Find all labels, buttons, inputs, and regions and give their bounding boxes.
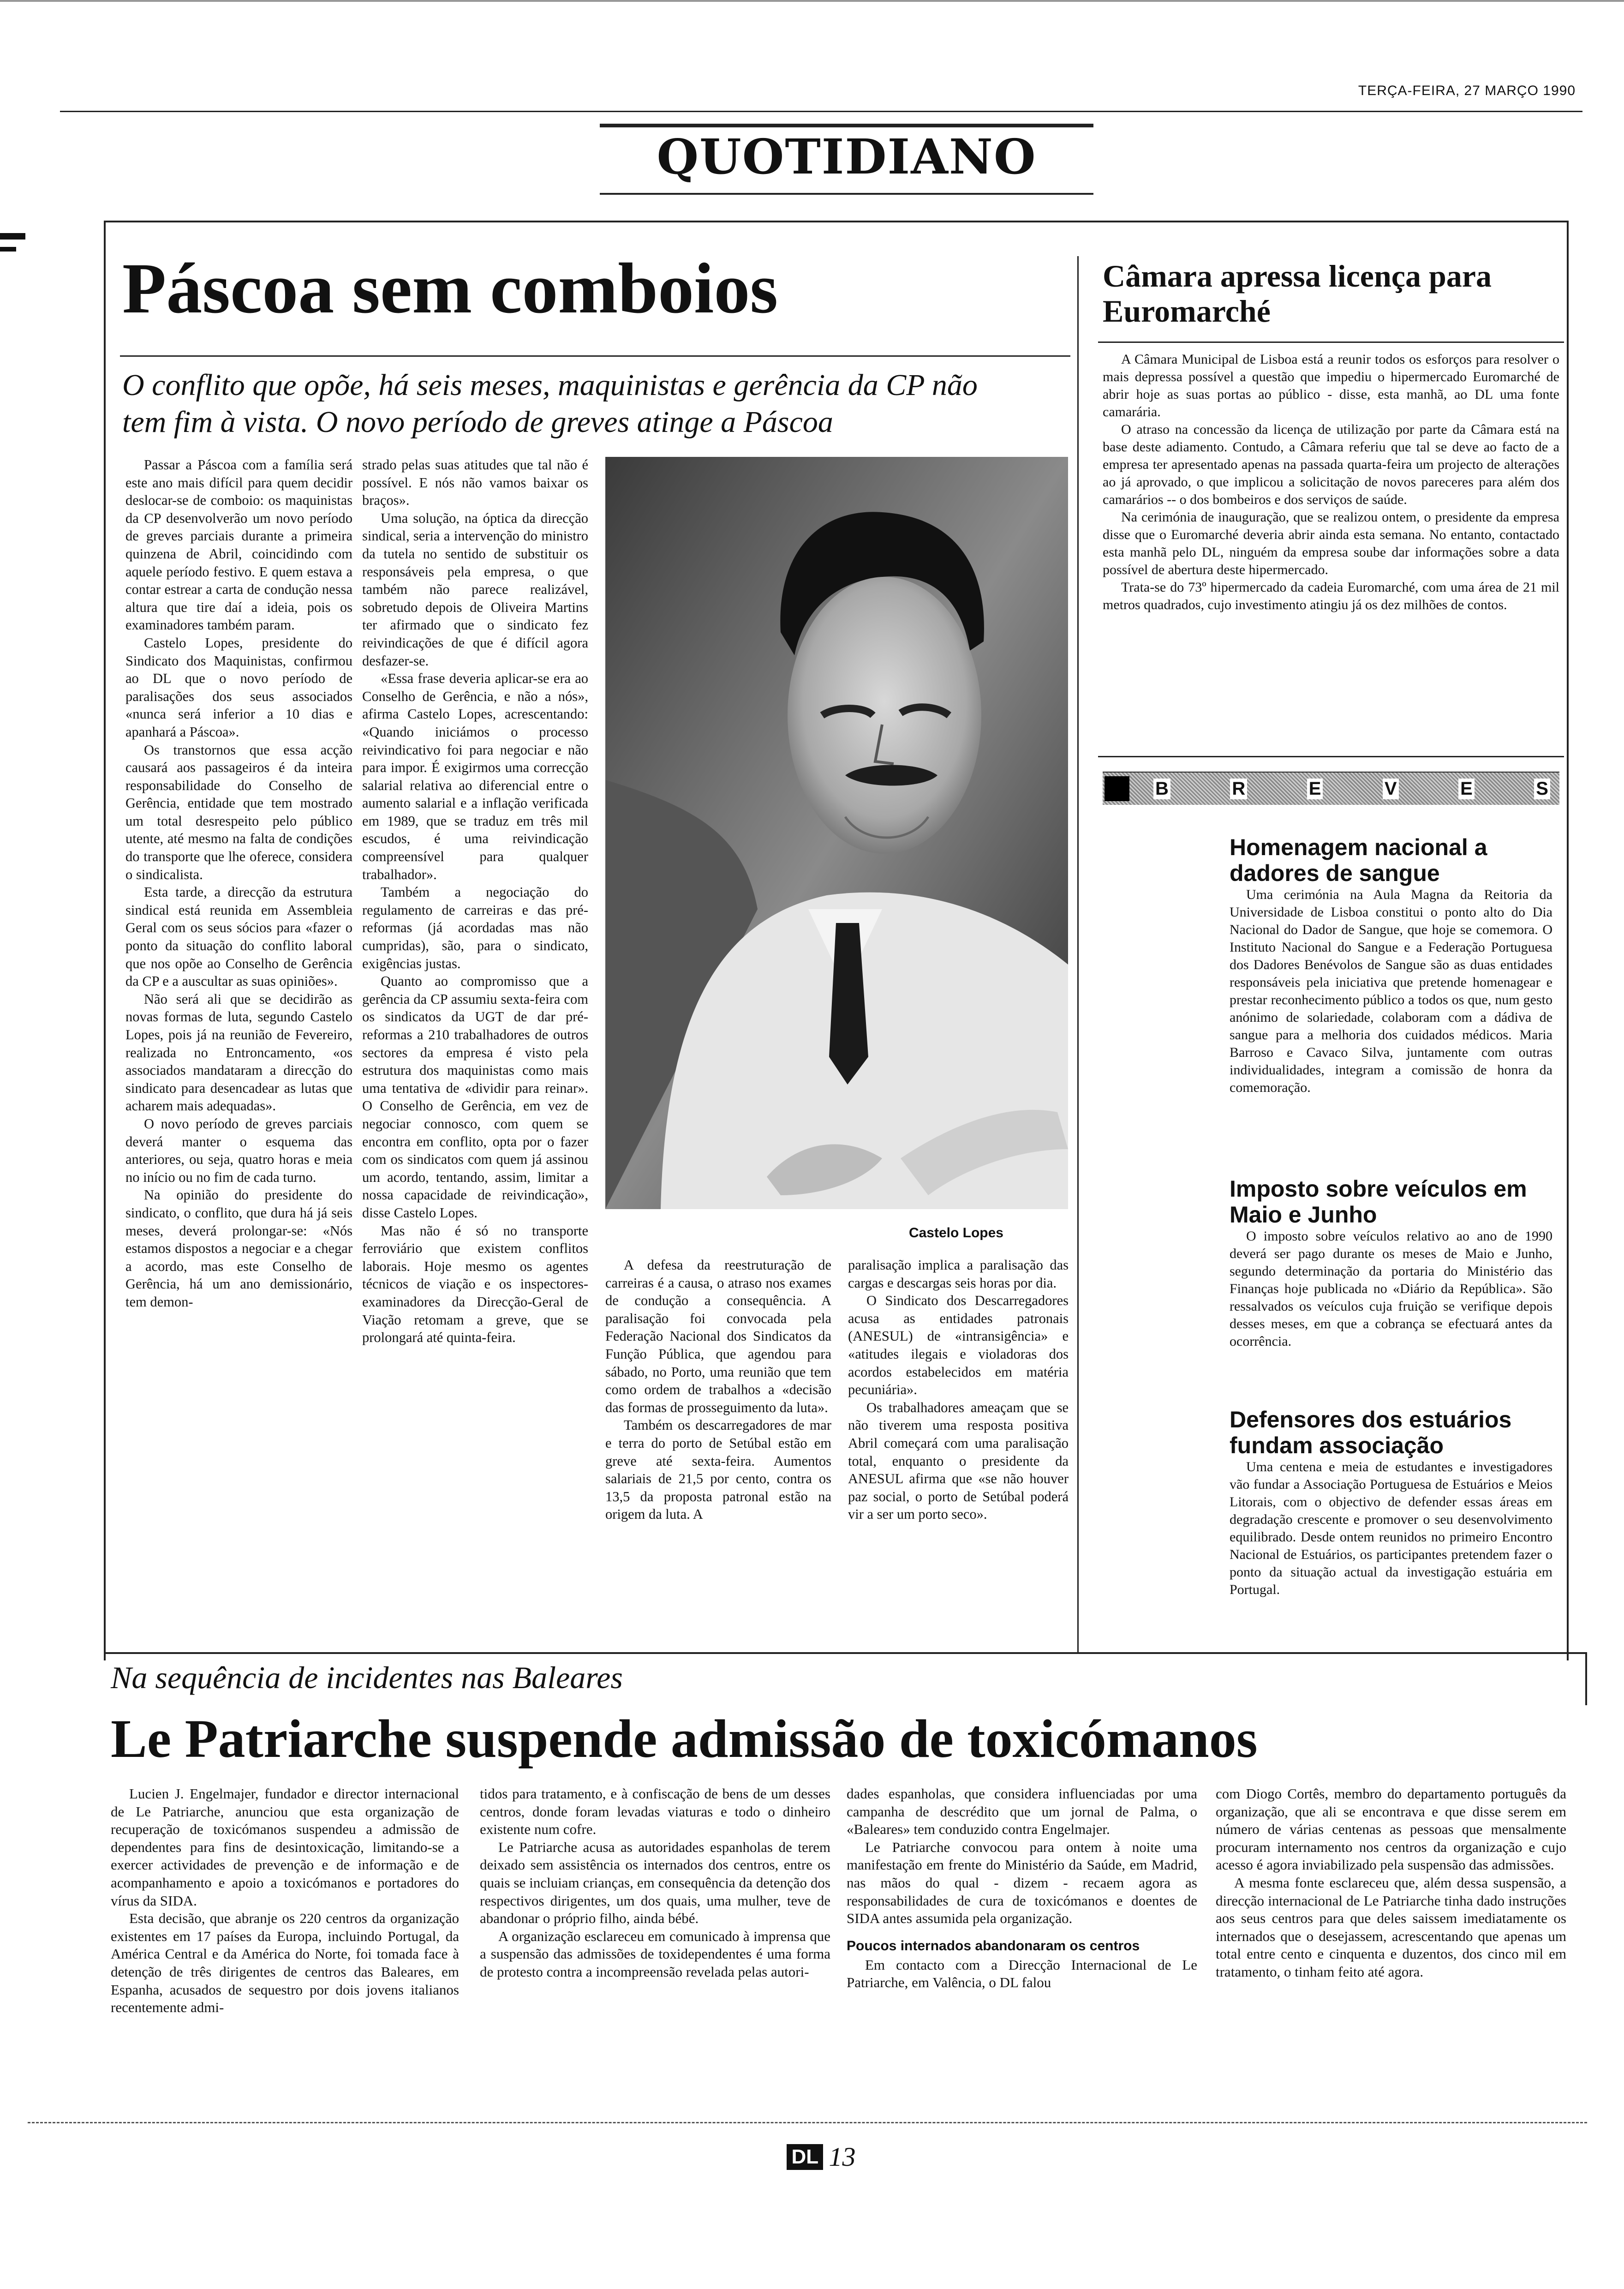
page-number: 13 — [829, 2142, 856, 2172]
photo-castelo-lopes — [605, 457, 1068, 1209]
breves-banner — [1103, 772, 1559, 805]
bottom-col-2 — [480, 1785, 830, 1981]
breve-title: Defensores dos estuários fundam associação — [1230, 1407, 1512, 1458]
bottom-col-4 — [1216, 1785, 1566, 1981]
bottom-kicker: Na sequência de incidentes nas Baleares — [111, 1660, 623, 1695]
breves-letter: E — [1307, 779, 1323, 799]
paragraph: O atraso na concessão da licença de utilização por parte da Câmara está na base deste adiamento. Contudo, a Câmara referiu que tal se deve ao facto de a empresa ter apresentado apenas na passada quarta-feira um projecto de alterações ao já aprovado, o que implicou a solicitação de novos pareceres para além dos camarários -- o dos bombeiros e dos serviços de saúde. — [1103, 422, 1559, 507]
paragraph: Na opinião do presidente do sindicato, o conflito, que dura há já seis meses, deverá prolongar-se: «Nós estamos dispostos a negociar e a chegar a acordo, mas este Conselho de Gerência, há um ano demissionário, tem demon- — [125, 1187, 352, 1310]
breve-body — [1230, 1458, 1552, 1599]
section-title: QUOTIDIANO — [657, 128, 1037, 185]
paragraph: dades espanholas, que considera influenciadas por uma campanha de descrédito que um jornal de Palma, o «Baleares» tem conduzido contra Engelmajer. — [847, 1786, 1197, 1838]
paragraph: O novo período de greves parciais deverá manter o esquema das anteriores, ou seja, quatro horas e meia no início ou no fim de cada turno. — [125, 1115, 352, 1185]
paragraph: O imposto sobre veículos relativo ao ano de 1990 deverá ser pago durante os meses de Maio e Junho, segundo determinação da portaria do Ministério das Finanças hoje publicada no «Diário da República». São ressalvados os veículos cuja fruição se verifique depois desses meses, em que a cobrança se efectuará antes da ocorrência. — [1230, 1228, 1552, 1349]
breves-letter: V — [1383, 779, 1399, 799]
section-rule-top — [600, 124, 1093, 127]
main-headline: Páscoa sem comboios — [122, 248, 778, 328]
paragraph: A defesa da reestruturação de carreiras é a causa, o atraso nos exames de condução a consequência. A paralisação foi convocada pela Federação Nacional dos Sindicatos da Função Pública, que agendou para sábado, no Porto, uma reunião que tem como ordem de trabalhos a «decisão das formas de prosseguimento da luta». — [605, 1257, 831, 1415]
scan-mark — [0, 247, 16, 252]
paragraph: A organização esclareceu em comunicado à imprensa que a suspensão das admissões de toxidependentes é uma forma de protesto contra a incompreensão revelada pelas autori- — [480, 1928, 830, 1980]
footer-dashed-rule — [28, 2122, 1587, 2123]
paragraph: Trata-se do 73º hipermercado da cadeia Euromarché, com uma área de 21 mil metros quadrados, cujo investimento atingiu já os dez milhões de contos. — [1103, 580, 1559, 612]
bottom-frame-top — [104, 1652, 1587, 1654]
breve-title: Homenagem nacional a dadores de sangue — [1230, 834, 1487, 886]
main-col-1 — [125, 456, 352, 1311]
paragraph: Lucien J. Engelmajer, fundador e director internacional de Le Patriarche, anunciou que esta organização de recuperação de toxicómanos suspendeu a admissão de dependentes para fins de desintoxicação, limitando-se a exercer actividades de prevenção e de informação e de acompanhamento e apoio a toxicómanos e portadores do vírus da SIDA. — [111, 1786, 459, 1909]
paragraph: A mesma fonte esclareceu que, além dessa suspensão, a direcção internacional de Le Patriarche tinha dado instruções aos seus centros para que deles saissem imediatamente os internados que o desejassem, acrescentando que apenas um total entre cento e cinquenta e duzentos, dos cinco mil em tratamento, o tinham feito até agora. — [1216, 1874, 1566, 1980]
paragraph: tidos para tratamento, e à confiscação de bens de um desses centros, donde foram levadas viaturas e todo o dinheiro existente num cofre. — [480, 1786, 830, 1838]
paragraph: Le Patriarche acusa as autoridades espanholas de terem deixado sem assistência os internados dos centros, entre os quais se incluiam crianças, em consequência da detenção dos respectivos dirigentes, um dos quais, uma mulher, teve de abandonar o próprio filho, ainda bébé. — [480, 1839, 830, 1927]
side-headline: Câmara apressa licença para Euromarché — [1103, 258, 1492, 329]
paragraph: Uma solução, na óptica da direcção sindical, seria a intervenção do ministro da tutela no sentido de substituir os responsáveis pela empresa, o que também não parece realizável, sobretudo depois de Oliveira Martins ter afirmado que o sindicato fez reivindicações de que é difícil agora desfazer-se. — [362, 510, 588, 669]
paragraph: Os trabalhadores ameaçam que se não tiverem uma resposta positiva Abril começará com uma paralisação total, enquanto o presidente da ANESUL afirma que «se não houver paz social, o porto de Setúbal poderá vir a ser um porto seco». — [848, 1399, 1069, 1522]
breve-title: Imposto sobre veículos em Maio e Junho — [1230, 1176, 1527, 1228]
side-rule — [1098, 342, 1564, 343]
side-body — [1103, 351, 1559, 614]
breves-letter: B — [1153, 779, 1170, 799]
paragraph: Esta decisão, que abranje os 220 centros da organização existentes em 17 países da Europa, incluindo Portugal, da América Central e da América do Norte, foi tomada face à detenção de três dirigentes de centros das Baleares, em Espanha, acusados de sequestro por dois jovens italianos recentemente admi- — [111, 1910, 459, 2016]
photo-caption: Castelo Lopes — [908, 1225, 1003, 1240]
breves-letter: R — [1230, 779, 1247, 799]
bottom-col-3 — [847, 1785, 1197, 1992]
paragraph: strado pelas suas atitudes que tal não é possível. E nós não vamos baixar os braços». — [362, 457, 588, 509]
frame-right — [1567, 221, 1569, 1660]
bottom-frame-right — [1585, 1652, 1587, 1705]
paragraph: Esta tarde, a direcção da estrutura sindical está reunida em Assembleia Geral com os seus sócios para «fazer o ponto da situação do conflito laboral que nos opõe ao Conselho de Gerência da CP e a auscultar as suas opiniões». — [125, 884, 352, 989]
scan-edge-top — [0, 0, 1624, 2]
paragraph: com Diogo Cortês, membro do departamento português da organização, que ali se encontrava e que disse serem em número de várias centenas as pessoas que mensalmente procuram internamento nos centros da organização e cujo acesso é agora inviabilizado pela suspensão das admissões. — [1216, 1786, 1566, 1873]
paragraph: Mas não é só no transporte ferroviário que existem conflitos laborais. Hoje mesmo os agentes técnicos de viação e os inspectores-examinadores da Direcção-Geral de Viação retomam a greve, que se prolongará até quinta-feira. — [362, 1222, 588, 1346]
paragraph: A Câmara Municipal de Lisboa está a reunir todos os esforços para resolver o mais depressa possível a questão que impediu o hipermercado Euromarché de abrir hoje as suas portas ao público - disse, esta manhã, ao DL uma fonte camarária. — [1103, 352, 1559, 419]
paragraph: Uma centena e meia de estudantes e investigadores vão fundar a Associação Portuguesa de Estuários e Meios Litorais, com o objectivo de defender essas áreas em degradação crescente e promover o seu desenvolvimento equilibrado. Desde ontem reunidos no primeiro Encontro Nacional de Estuários, os participantes pretendem fazer o ponto da situação actual da investigação estuária em Portugal. — [1230, 1459, 1552, 1597]
frame-divider — [1077, 256, 1079, 1652]
paragraph: Quanto ao compromisso que a gerência da CP assumiu sexta-feira com os sindicatos da UGT de dar pré-reformas a 210 trabalhadores de outros sectores da empresa é visto pela estrutura dos maquinistas como mais uma tentativa de «dividir para reinar». O Conselho de Gerência, em vez de negociar connosco, com quem se encontra em conflito, opta por o fazer com os sindicatos com quem já assinou um acordo, tentando, assim, limitar a nossa capacidade de reivindicação», disse Castelo Lopes. — [362, 973, 588, 1221]
paragraph: Também a negociação do regulamento de carreiras e das pré-reformas (já acordadas mas não cumpridas), são, para o sindicato, exigências justas. — [362, 884, 588, 971]
bottom-subhead: Poucos internados abandonaram os centros — [847, 1938, 1140, 1953]
frame-left — [104, 221, 106, 1660]
side-bottom-rule — [1098, 756, 1564, 757]
bottom-col-1 — [111, 1785, 459, 2017]
main-col-4 — [848, 1256, 1069, 1523]
bottom-headline: Le Patriarche suspende admissão de toxicómanos — [111, 1708, 1258, 1769]
frame-top — [104, 221, 1569, 222]
issue-date: TERÇA-FEIRA, 27 MARÇO 1990 — [1358, 83, 1576, 98]
breve-body — [1230, 1228, 1552, 1350]
paragraph: Le Patriarche convocou para ontem à noite uma manifestação em frente do Ministério da Saúde, em Madrid, nas mãos do qual - dizem - recaem agora as responsabilidades de cura de toxicómanos e doentes de SIDA antes assumida pela organização. — [847, 1839, 1197, 1927]
breve-item — [1230, 1176, 1552, 1350]
breves-square-icon — [1105, 776, 1129, 801]
header-rule — [60, 111, 1582, 112]
main-col-2 — [362, 456, 588, 1347]
breve-body — [1230, 886, 1552, 1097]
breves-letters — [1153, 773, 1550, 805]
section-rule-bottom — [600, 193, 1093, 195]
paragraph: Passar a Páscoa com a família será este ano mais difícil para quem decidir deslocar-se de comboio: os maquinistas da CP desenvolverão um novo período de greves parciais durante a primeira quinzena de Abril, coincidindo com aquele período festivo. E quem estava a contar estrear a carta de condução nessa altura que tire daí a ideia, pois os examinadores também param. — [125, 457, 352, 633]
breve-item — [1230, 1407, 1552, 1599]
paragraph: Uma cerimónia na Aula Magna da Reitoria da Universidade de Lisboa constitui o ponto alto do Dia Nacional do Dador de Sangue, que hoje se comemora. O Instituto Nacional do Sangue e a Federação Portuguesa dos Dadores Benévolos de Sangue são as duas entidades responsáveis pela iniciativa que pretende homenagear e prestar reconhecimento público a todos os que, num gesto anónimo de solariedade, colaboram com a dádiva de sangue para a melhoria dos cuidados médicos. Maria Barroso e Cavaco Silva, juntamente com outras individualidades, integram a comissão de honra da comemoração. — [1230, 887, 1552, 1095]
breves-letter: E — [1458, 779, 1475, 799]
paragraph: «Essa frase deveria aplicar-se era ao Conselho de Gerência, e não a nós», afirma Castelo Lopes, acrescentando: «Quando iniciámos o processo reivindicativo foi para negociar e não para impor. É exigirmos uma correcção salarial relativa ao diferencial entre o aumento salarial e a inflação verificada em 1989, que se traduz em três mil escudos, é uma reivindicação compreensível para qualquer trabalhador». — [362, 671, 588, 882]
scan-mark — [0, 233, 25, 240]
breve-item — [1230, 834, 1552, 1097]
paragraph: Não será ali que se decidirão as novas formas de luta, segundo Castelo Lopes, pois já na reunião de Fevereiro, realizada no Entroncamento, «os associados mandataram a direcção do sindicato para desencadear as lutas que acharem mais adequadas». — [125, 991, 352, 1114]
portrait-illustration — [605, 457, 1068, 1209]
main-standfirst: O conflito que opõe, há seis meses, maquinistas e gerência da CP não tem fim à vista. O novo período de greves atinge a Páscoa — [122, 368, 978, 439]
dl-logo: DL — [787, 2144, 823, 2170]
paragraph: Na cerimónia de inauguração, que se realizou ontem, o presidente da empresa disse que o Euromarché deveria abrir ainda esta semana. No entanto, contactado esta manhã pelo DL, ninguém da empresa soube dar informações sobre a data possível de abertura deste hipermercado. — [1103, 509, 1559, 577]
headline-rule — [120, 355, 1070, 357]
main-col-3 — [605, 1256, 831, 1523]
paragraph: O Sindicato dos Descarregadores acusa as entidades patronais (ANESUL) de «intransigência» e «atitudes ilegais e violadoras dos acordos estabelecidos em matéria pecuniária». — [848, 1293, 1069, 1398]
paragraph: Os transtornos que essa acção causará aos passageiros é da inteira responsabilidade do Conselho de Gerência, entidade que tem mostrado um total desrespeito pelo público utente, até mesmo na falta de condições do transporte que lhe oferece, considera o sindicalista. — [125, 742, 352, 882]
paragraph: Castelo Lopes, presidente do Sindicato dos Maquinistas, confirmou ao DL que o novo período de paralisações dos seus associados «nunca será inferior a 10 dias e apanhará a Páscoa». — [125, 635, 352, 740]
paragraph: Em contacto com a Direcção Internacional de Le Patriarche, em Valência, o DL falou — [847, 1956, 1197, 1991]
breves-letter: S — [1534, 779, 1550, 799]
paragraph: Também os descarregadores de mar e terra do porto de Setúbal estão em greve até sexta-feira. Aumentos salariais de 21,5 por cento, contra os 13,5 da proposta patronal estão na origem da luta. A — [605, 1417, 831, 1522]
paragraph: paralisação implica a paralisação das cargas e descargas seis horas por dia. — [848, 1257, 1069, 1291]
page-footer — [734, 2141, 909, 2174]
